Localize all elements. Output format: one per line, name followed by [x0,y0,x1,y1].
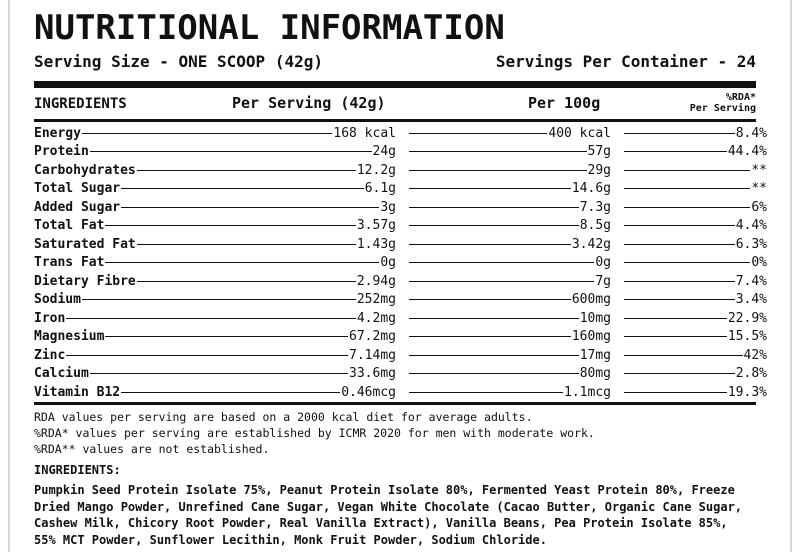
leader-line [66,355,348,356]
table-row [34,291,767,310]
per-100g-value: 14.6g [571,181,611,197]
leader-line [137,244,356,245]
per-100g-value: 600mg [571,292,611,308]
leader-line [105,336,348,337]
table-row [34,383,767,402]
nutrient-name: Protein [34,144,89,160]
leader-line [82,133,332,134]
per-100g-value: 80mg [579,366,611,382]
nutrient-name: Trans Fat [34,255,105,271]
per-serving-value: 0.46mcg [341,384,396,400]
per-serving-value: 0g [380,255,396,271]
nutrient-name: Iron [34,310,66,326]
rda-value: 0% [751,255,767,271]
per-100g-value: 160mg [571,329,611,345]
per-serving-value: 12.2g [356,162,396,178]
per-100g-value: 10mg [579,310,611,326]
rda-value: 7.4% [735,273,767,289]
per-serving-value: 33.6mg [349,366,396,382]
leader-line [624,299,735,300]
leader-line [409,262,594,263]
per-100g-value: 1.1mcg [564,384,611,400]
servings-per-container: Servings Per Container - 24 [495,52,756,71]
per-100g-value: 7.3g [579,199,611,215]
table-row [34,143,767,162]
leader-line [624,133,735,134]
nutrient-name: Energy [34,125,81,141]
per-100g-value: 29g [587,162,611,178]
leader-line [105,225,355,226]
rda-value: 6% [751,199,767,215]
leader-line [409,170,587,171]
leader-line [66,318,356,319]
footnote: %RDA* values per serving are established by ICMR 2020 for men with moderate work. [34,426,595,440]
nutrient-name: Zinc [34,347,66,363]
nutrient-name: Sodium [34,292,81,308]
per-serving-value: 4.2mg [356,310,396,326]
nutrient-name: Total Fat [34,218,105,234]
table-row [34,365,767,384]
per-serving-value: 6.1g [364,181,396,197]
per-serving-value: 1.43g [356,236,396,252]
rda-value: ** [751,162,767,178]
table-row [34,180,767,199]
table-row [34,309,767,328]
header-rda-line1: %RDA* [725,92,756,103]
rda-value: 42% [743,347,767,363]
ingredients-list: Pumpkin Seed Protein Isolate 75%, Peanut Protein Isolate 80%, Fermented Yeast Protein 80%, Freeze Dried Mango Powder, Unrefined Cane Sugar, Vegan White Chocolate (Cacao Butter, Organic Cane Sugar, Cashew Milk, Chicory Root Powder, Real Vanilla Extract), Vanilla Beans, Pea Protein Isolate 85%, 55% MCT Powder, Sunflower Lecithin, Monk Fruit Powder, Sodium Chloride. [34,483,743,547]
rda-value: 3.4% [735,292,767,308]
per-serving-value: 2.94g [356,273,396,289]
table-row [34,272,767,291]
nutrient-name: Calcium [34,366,89,382]
leader-line [90,373,348,374]
per-100g-value: 3.42g [571,236,611,252]
leader-line [121,207,379,208]
header-divider [34,119,756,122]
nutrition-label [8,0,792,552]
leader-line [409,318,579,319]
leader-line [409,225,579,226]
header-per-100g: Per 100g [528,94,601,112]
leader-line [624,318,727,319]
per-100g-value: 17mg [579,347,611,363]
header-rda-line2: Per Serving [689,103,756,114]
per-serving-value: 67.2mg [349,329,396,345]
leader-line [121,392,340,393]
per-serving-value: 7.14mg [349,347,396,363]
leader-line [624,170,750,171]
rda-value: 8.4% [735,125,767,141]
per-100g-value: 57g [587,144,611,160]
per-serving-value: 24g [372,144,396,160]
thick-divider [34,81,756,88]
per-serving-value: 3.57g [356,218,396,234]
page-title: NUTRITIONAL INFORMATION [34,8,505,48]
table-row [34,254,767,273]
table-row [34,124,767,143]
leader-line [82,299,356,300]
rda-value: 4.4% [735,218,767,234]
leader-line [105,262,379,263]
rda-value: 15.5% [727,329,767,345]
nutrient-name: Saturated Fat [34,236,136,252]
leader-line [409,207,579,208]
rda-value: ** [751,181,767,197]
header-per-serving: Per Serving (42g) [232,94,386,112]
header-ingredients: INGREDIENTS [34,96,127,112]
header-rda [690,92,756,114]
leader-line [90,151,372,152]
leader-line [624,373,735,374]
table-row [34,235,767,254]
leader-line [409,392,563,393]
leader-line [121,188,364,189]
leader-line [624,225,735,226]
leader-line [409,151,587,152]
nutrient-name: Carbohydrates [34,162,136,178]
nutrient-name: Magnesium [34,329,105,345]
leader-line [409,133,547,134]
leader-line [624,392,727,393]
table-row [34,217,767,236]
per-100g-value: 400 kcal [548,125,611,141]
leader-line [624,188,750,189]
leader-line [409,336,571,337]
per-serving-value: 252mg [356,292,396,308]
nutrient-name: Dietary Fibre [34,273,136,289]
leader-line [624,355,743,356]
footnote: %RDA** values are not established. [34,442,270,456]
rda-value: 19.3% [727,384,767,400]
leader-line [624,336,727,337]
leader-line [624,281,735,282]
serving-size: Serving Size - ONE SCOOP (42g) [34,52,323,71]
per-serving-value: 3g [380,199,396,215]
nutrient-name: Total Sugar [34,181,121,197]
per-100g-value: 0g [595,255,611,271]
footnote: RDA values per serving are based on a 2000 kcal diet for average adults. [34,410,533,424]
table-header [34,92,756,118]
per-100g-value: 8.5g [579,218,611,234]
leader-line [624,207,750,208]
leader-line [409,373,579,374]
nutrient-name: Added Sugar [34,199,121,215]
rda-value: 6.3% [735,236,767,252]
per-100g-value: 7g [595,273,611,289]
leader-line [409,281,594,282]
table-row [34,328,767,347]
table-row [34,161,767,180]
per-serving-value: 168 kcal [333,125,396,141]
leader-line [624,244,735,245]
table-bottom-divider [34,402,756,405]
rda-value: 2.8% [735,366,767,382]
leader-line [409,355,579,356]
ingredients-title: INGREDIENTS: [34,463,121,477]
footnotes [34,409,595,457]
leader-line [137,170,356,171]
rda-value: 22.9% [727,310,767,326]
leader-line [409,299,571,300]
nutrient-name: Vitamin B12 [34,384,121,400]
leader-line [137,281,356,282]
table-row [34,346,767,365]
leader-line [624,262,750,263]
rda-value: 44.4% [727,144,767,160]
table-row [34,198,767,217]
leader-line [409,188,571,189]
leader-line [624,151,727,152]
leader-line [409,244,571,245]
